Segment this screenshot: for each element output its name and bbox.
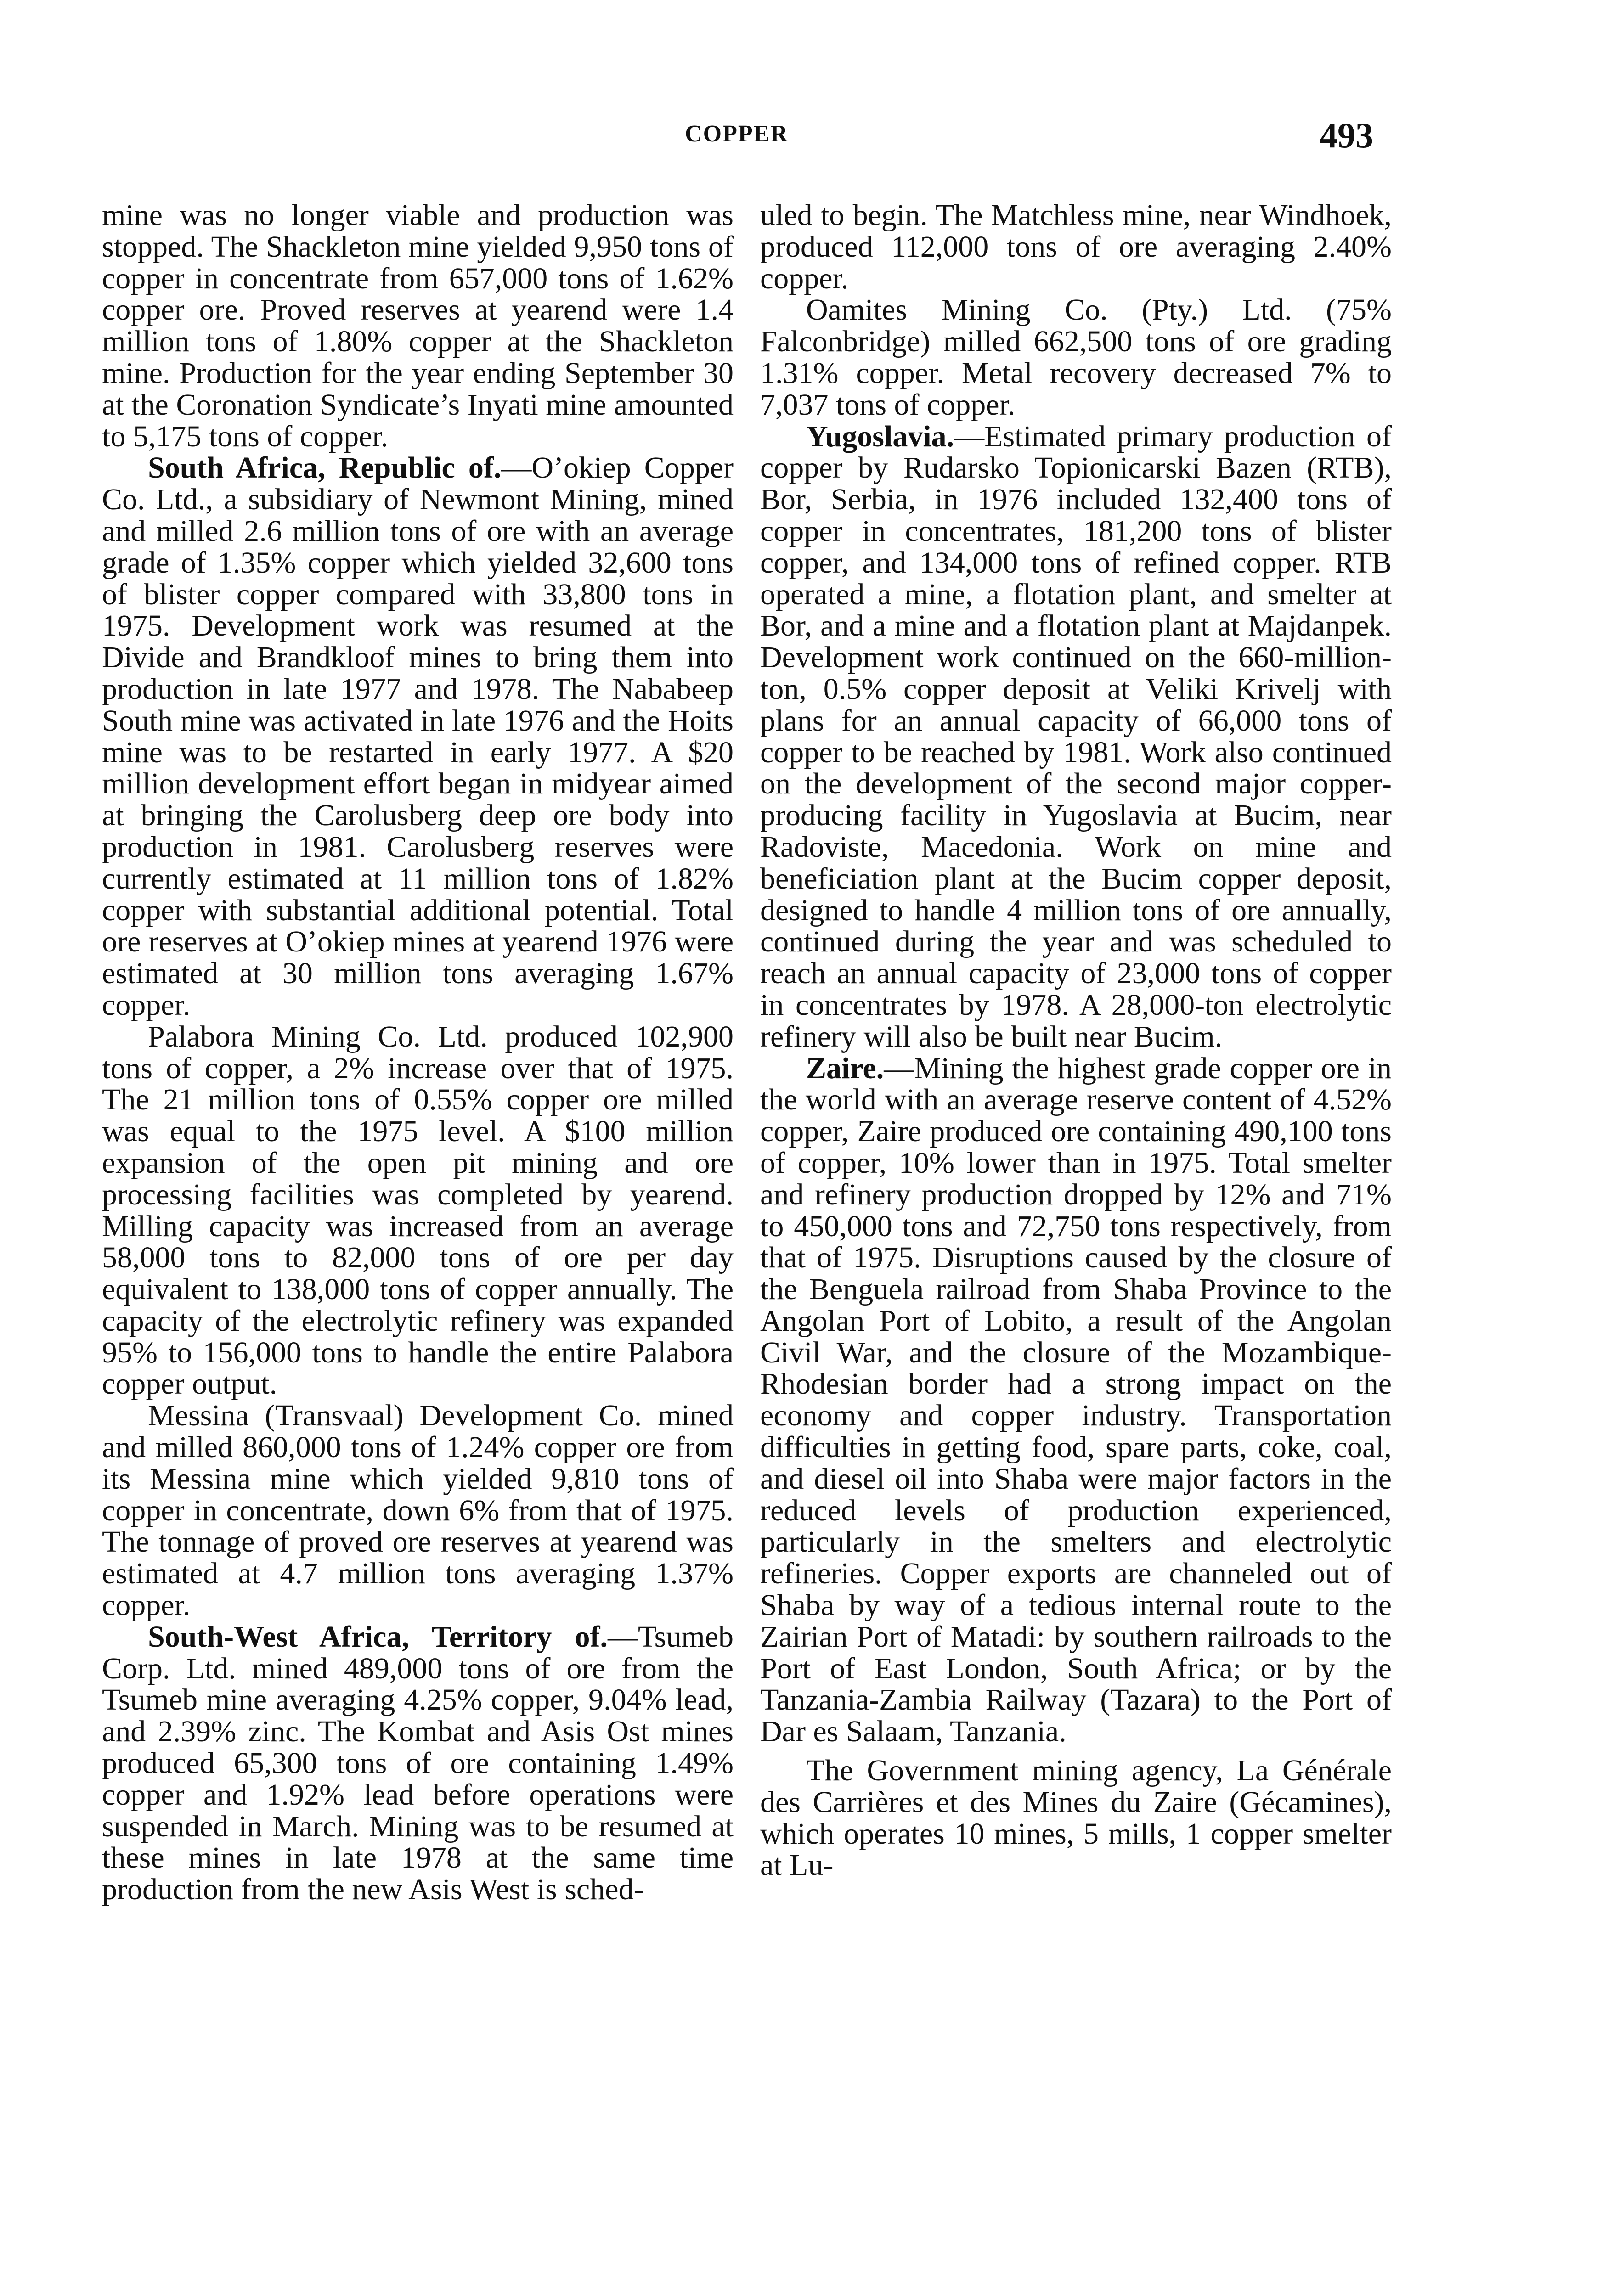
country-heading-yugoslavia: Yugoslavia. — [806, 419, 954, 453]
country-heading-zaire: Zaire. — [806, 1051, 884, 1085]
paragraph-zaire — [760, 1053, 1392, 1748]
paragraph-south-west-africa — [102, 1621, 734, 1906]
paragraph-text: —Tsumeb Corp. Ltd. mined 489,000 tons of ore from the Tsumeb mine averaging 4.25% copper, 9.04% lead, and 2.39% zinc. The Kombat and Asis Ost mines produced 65,300 tons of ore containing 1.49% copper and 1.92% lead before operations were suspended in March. Mining was to be resumed at these mines in late 1978 at the same time production from the new Asis West is sched- — [102, 1620, 734, 1907]
paragraph-oamites: Oamites Mining Co. (Pty.) Ltd. (75% Falconbridge) milled 662,500 tons of ore grading 1.31% copper. Metal recovery decreased 7% to 7,037 tons of copper. — [760, 293, 1392, 422]
left-column — [102, 200, 734, 1906]
page-number: 493 — [1320, 115, 1373, 155]
paragraph-gecamines: The Government mining agency, La Générale des Carrières et des Mines du Zaire (Gécamines), which operates 10 mines, 5 mills, 1 copper smelter at Lu- — [760, 1754, 1392, 1882]
running-title: COPPER — [685, 121, 789, 147]
page-header — [100, 115, 1373, 161]
paragraph-messina: Messina (Transvaal) Development Co. mined and milled 860,000 tons of 1.24% copper ore from its Messina mine which yielded 9,810 tons of copper in concentrate, down 6% from that of 1975. The tonnage of proved ore reserves at yearend was estimated at 4.7 million tons averaging 1.37% copper. — [102, 1399, 734, 1622]
paragraph-text: —Mining the highest grade copper ore in the world with an average reserve content of 4.52% copper, Zaire produced ore containing 490,100 tons of copper, 10% lower than in 1975. Total smelter and refinery production dropped by 12% and 71% to 450,000 tons and 72,750 tons respectively, from that of 1975. Disruptions caused by the closure of the Benguela railroad from Shaba Province to the Angolan Port of Lobito, a result of the Angolan Civil War, and the closure of the Mozambique-Rhodesian border had a strong impact on the economy and copper industry. Transportation difficulties in getting food, spare parts, coke, coal, and diesel oil into Shaba were major factors in the reduced levels of production experienced, particularly in the smelters and electrolytic refineries. Copper exports are channeled out of Shaba by way of a tedious internal route to the Zairian Port of Matadi: by southern railroads to the Port of East London, South Africa; or by the Tanzania-Zambia Railway (Tazara) to the Port of Dar es Salaam, Tanzania. — [760, 1051, 1392, 1749]
paragraph-yugoslavia — [760, 421, 1392, 1053]
country-heading-south-west-africa: South-West Africa, Territory of. — [148, 1620, 608, 1654]
country-heading-south-africa: South Africa, Republic of. — [148, 451, 502, 485]
paragraph-text: —Estimated primary production of copper by Rudarsko Topionicarski Bazen (RTB), Bor, Serbia, in 1976 included 132,400 tons of copper in concentrates, 181,200 tons of blister copper, and 134,000 tons of refined copper. RTB operated a mine, a flotation plant, and smelter at Bor, and a mine and a flotation plant at Majdanpek. Development work continued on the 660-million-ton, 0.5% copper deposit at Veliki Krivelj with plans for an annual capacity of 66,000 tons of copper to be reached by 1981. Work also continued on the development of the second major copper-producing facility in Yugoslavia at Bucim, near Radoviste, Macedonia. Work on mine and beneficiation plant at the Bucim copper deposit, designed to handle 4 million tons of ore annually, continued during the year and was scheduled to reach an annual capacity of 23,000 tons of copper in concentrates by 1978. A 28,000-ton electrolytic refinery will also be built near Bucim. — [760, 419, 1392, 1053]
paragraph-matchless: uled to begin. The Matchless mine, near Windhoek, produced 112,000 tons of ore averaging 2.40% copper. — [760, 198, 1392, 295]
paragraph-text: —O’okiep Copper Co. Ltd., a subsidiary of Newmont Mining, mined and milled 2.6 million tons of ore with an average grade of 1.35% copper which yielded 32,600 tons of blister copper compared with 33,800 tons in 1975. Development work was resumed at the Divide and Brandkloof mines to bring them into production in late 1977 and 1978. The Nababeep South mine was activated in late 1976 and the Hoits mine was to be restarted in early 1977. A $20 million development effort began in midyear aimed at bringing the Carolusberg deep ore body into production in 1981. Carolusberg reserves were currently estimated at 11 million tons of 1.82% copper with substantial additional potential. Total ore reserves at O’okiep mines at yearend 1976 were estimated at 30 million tons averaging 1.67% copper. — [102, 451, 734, 1022]
paragraph-south-africa — [102, 452, 734, 1021]
right-column — [760, 200, 1392, 1881]
paragraph-shackleton: mine was no longer viable and production was stopped. The Shackleton mine yielded 9,950 tons of copper in concentrate from 657,000 tons of 1.62% copper ore. Proved reserves at yearend were 1.4 million tons of 1.80% copper at the Shackleton mine. Production for the year ending September 30 at the Coronation Syndicate’s Inyati mine amounted to 5,175 tons of copper. — [102, 198, 734, 453]
paragraph-palabora: Palabora Mining Co. Ltd. produced 102,900 tons of copper, a 2% increase over that of 1975. The 21 million tons of 0.55% copper ore milled was equal to the 1975 level. A $100 million expansion of the open pit mining and ore processing facilities was completed by yearend. Milling capacity was increased from an average 58,000 tons to 82,000 tons of ore per day equivalent to 138,000 tons of copper annually. The capacity of the electrolytic refinery was expanded 95% to 156,000 tons to handle the entire Palabora copper output. — [102, 1019, 734, 1401]
